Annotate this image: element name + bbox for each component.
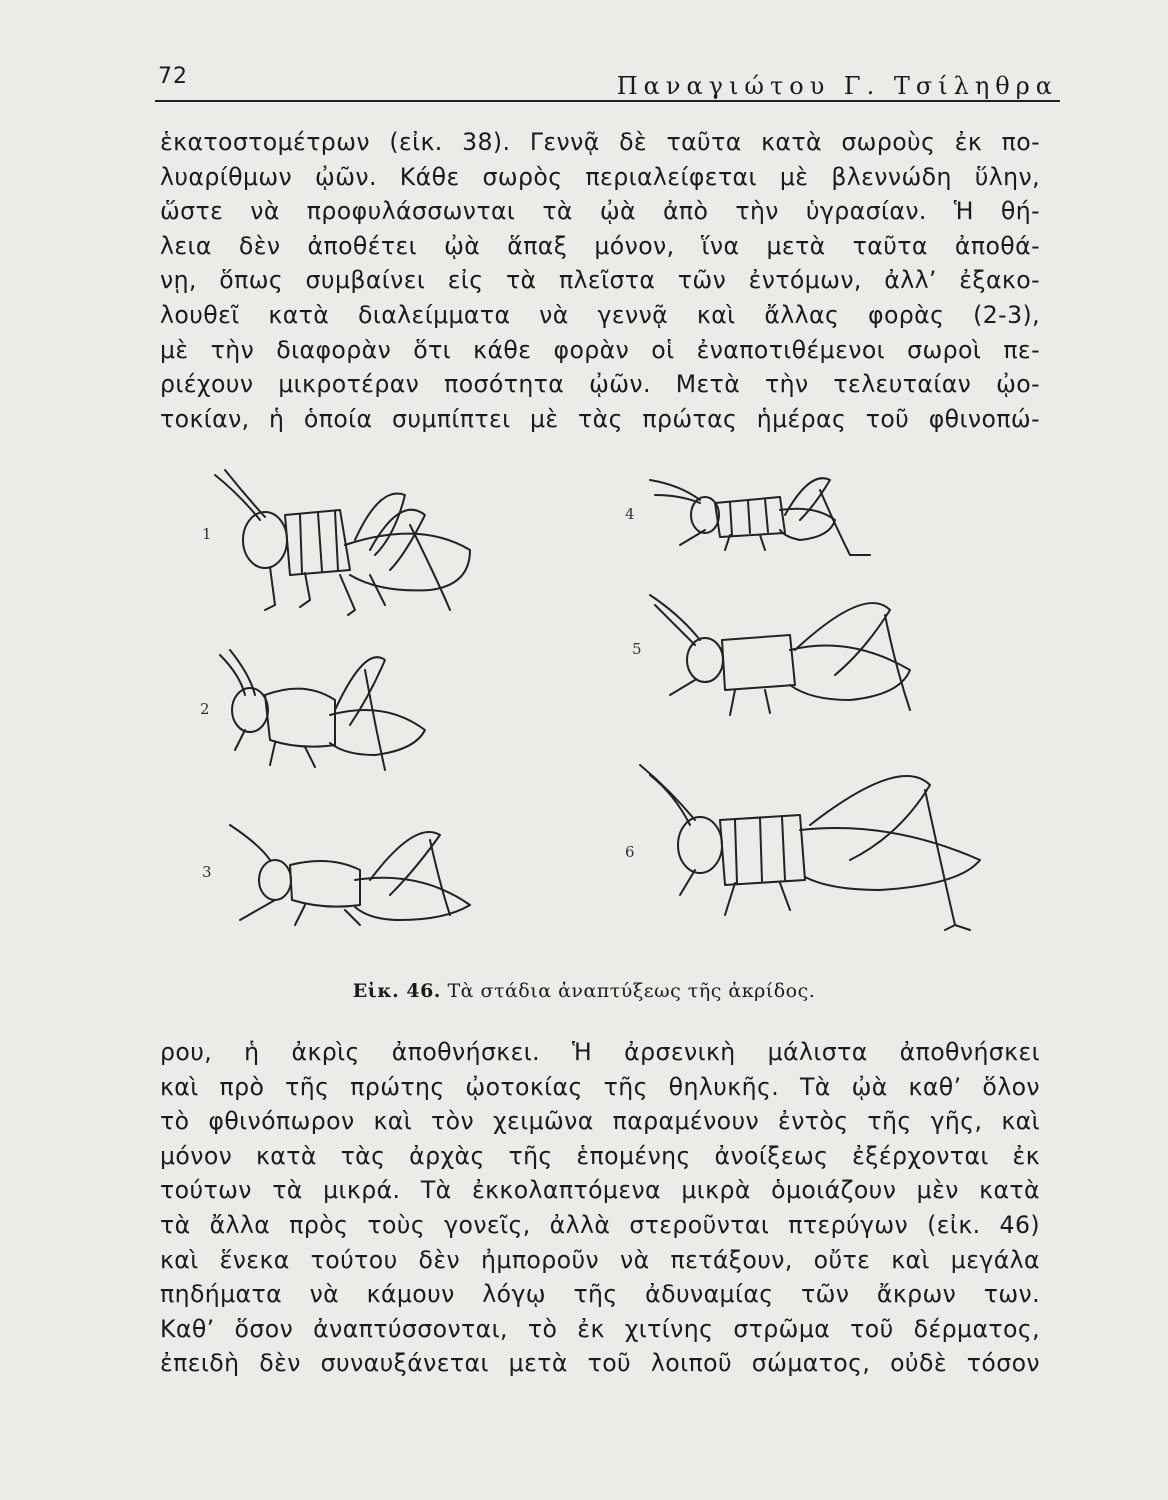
locust-stages-figure — [180, 455, 1060, 975]
running-title: Παναγιώτου Γ. Τσίληθρα — [616, 72, 1058, 100]
text-line: τούτων τὰ μικρά. Τὰ ἐκκολαπτόμενα μικρὰ ὁμοιάζουν μὲν κατὰ — [160, 1176, 1040, 1205]
text-line: πηδήματα νὰ κάμουν λόγῳ τῆς ἀδυναμίας τῶν ἄκρων των. — [160, 1280, 1040, 1309]
paragraph-top — [160, 125, 1040, 436]
stage-label-4: 4 — [625, 505, 635, 523]
locust-stage-6 — [640, 765, 980, 930]
stage-label-3: 3 — [202, 863, 212, 881]
text-line: τὸ φθινόπωρον καὶ τὸν χειμῶνα παραμένουν ἐντὸς τῆς γῆς, καὶ — [160, 1107, 1040, 1136]
text-line: λουθεῖ κατὰ διαλείμματα νὰ γεννᾷ καὶ ἄλλας φορὰς (2-3), — [160, 300, 1040, 329]
text-line: ἐπειδὴ δὲν συναυξάνεται μετὰ τοῦ λοιποῦ σώματος, οὐδὲ τόσον — [160, 1349, 1040, 1378]
text-line: καὶ ἕνεκα τούτου δὲν ἠμποροῦν νὰ πετάξουν, οὔτε καὶ μεγάλα — [160, 1245, 1040, 1274]
locust-stage-2 — [220, 650, 425, 770]
stage-label-6: 6 — [625, 843, 635, 861]
stage-label-5: 5 — [632, 640, 642, 658]
caption-text: Τὰ στάδια ἀναπτύξεως τῆς ἀκρίδος. — [447, 980, 816, 1002]
text-line: ριέχουν μικροτέραν ποσότητα ᾠῶν. Μετὰ τὴν τελευταίαν ᾠο- — [160, 370, 1040, 399]
text-line: ἑκατοστομέτρων (εἰκ. 38). Γεννᾷ δὲ ταῦτα κατὰ σωροὺς ἐκ πο- — [160, 128, 1040, 156]
text-line: νῃ, ὅπως συμβαίνει εἰς τὰ πλεῖστα τῶν ἐντόμων, ἀλλ’ ἐξακο- — [160, 266, 1040, 295]
text-line: τὰ ἄλλα πρὸς τοὺς γονεῖς, ἀλλὰ στεροῦνται πτερύγων (εἰκ. 46) — [160, 1210, 1040, 1239]
text-line: μὲ τὴν διαφορὰν ὅτι κάθε φορὰν οἱ ἐναποτιθέμενοι σωροὶ πε- — [160, 335, 1040, 364]
text-line: Καθ’ ὅσον ἀναπτύσσονται, τὸ ἐκ χιτίνης στρῶμα τοῦ δέρματος, — [160, 1314, 1040, 1343]
text-line: ὥστε νὰ προφυλάσσωνται τὰ ᾠὰ ἀπὸ τὴν ὑγρασίαν. Ἡ θή- — [160, 197, 1040, 226]
caption-number: Εἰκ. 46. — [352, 980, 441, 1002]
text-line: μόνον κατὰ τὰς ἀρχὰς τῆς ἑπομένης ἀνοίξεως ἐξέρχονται ἐκ — [160, 1141, 1040, 1170]
stage-label-2: 2 — [200, 700, 210, 718]
text-line: λεια δὲν ἀποθέτει ᾠὰ ἅπαξ μόνον, ἵνα μετὰ ταῦτα ἀποθά- — [160, 231, 1040, 260]
locust-stage-1 — [215, 470, 470, 615]
header-rule — [155, 100, 1060, 102]
page-number: 72 — [158, 64, 188, 89]
figure-caption — [0, 980, 1168, 1002]
stage-label-1: 1 — [202, 525, 212, 543]
text-line: λυαρίθμων ᾠῶν. Κάθε σωρὸς περιαλείφεται μὲ βλεννώδη ὕλην, — [160, 162, 1040, 191]
locust-stage-3 — [230, 825, 470, 925]
locust-stage-5 — [650, 595, 910, 715]
text-line: τοκίαν, ἡ ὁποία συμπίπτει μὲ τὰς πρώτας ἡμέρας τοῦ φθινοπώ- — [160, 404, 1040, 433]
locust-illustration — [180, 455, 1060, 975]
text-line: ρου, ἡ ἀκρὶς ἀποθνήσκει. Ἡ ἀρσενικὴ μάλιστα ἀποθνήσκει — [160, 1038, 1040, 1066]
paragraph-bottom — [160, 1035, 1040, 1381]
locust-stage-4 — [650, 478, 870, 555]
text-line: καὶ πρὸ τῆς πρώτης ᾠοτοκίας τῆς θηλυκῆς. Τὰ ᾠὰ καθ’ ὅλον — [160, 1072, 1040, 1101]
